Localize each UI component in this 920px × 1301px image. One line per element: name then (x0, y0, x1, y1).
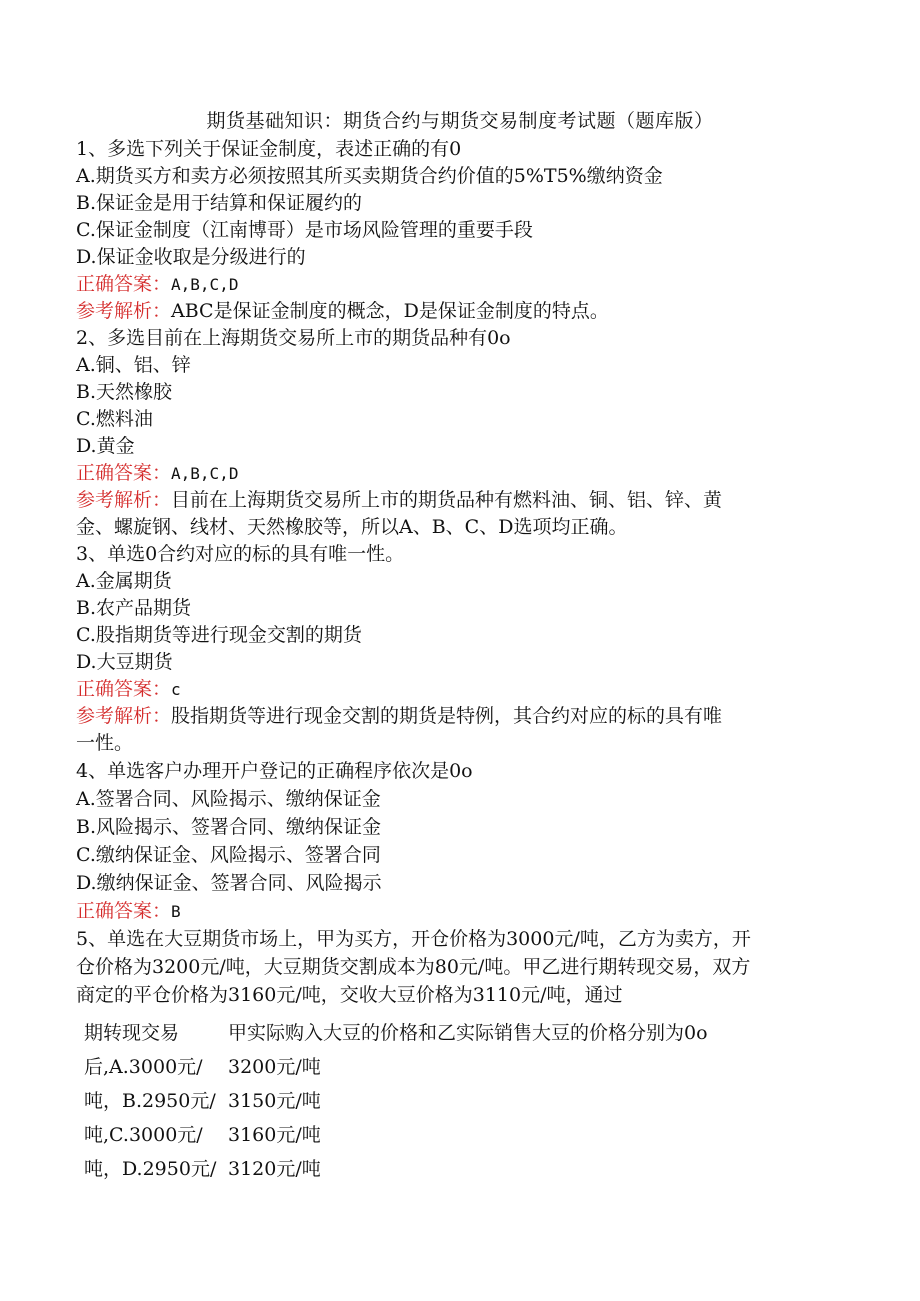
q3-stem: 3、单选0合约对应的标的具有唯一性。 (76, 543, 405, 565)
q4-stem: 4、单选客户办理开户登记的正确程序依次是0o (76, 760, 473, 782)
q5-right-value: 3160元/吨 (228, 1124, 321, 1146)
q2-explanation-cont: 金、螺旋钢、线材、天然橡胶等，所以A、B、C、D选项均正确。 (76, 516, 628, 538)
q5-left-cell: 吨，D.2950元/ (84, 1158, 217, 1180)
q1-explanation (76, 298, 609, 324)
q2-option-b: B.天然橡胶 (76, 381, 173, 403)
q2-answer (76, 460, 238, 487)
answer-label: 正确答案： (76, 900, 172, 922)
q1-answer (76, 271, 238, 298)
q1-option-d: D.保证金收取是分级进行的 (76, 246, 306, 268)
q3-explanation (76, 703, 722, 729)
q5-left-cell: 吨,C.3000元/ (84, 1124, 203, 1146)
q5-stem-line-2: 仓价格为3200元/吨，大豆期货交割成本为80元/吨。甲乙进行期转现交易，双方 (76, 956, 751, 978)
explain-label: 参考解析： (76, 705, 172, 727)
q5-options-left-column (84, 1016, 224, 1186)
q3-option-b: B.农产品期货 (76, 597, 192, 619)
explain-label: 参考解析： (76, 489, 172, 511)
q2-option-a: A.铜、铝、锌 (76, 354, 191, 376)
q5-right-header: 甲实际购入大豆的价格和乙实际销售大豆的价格分别为0o (228, 1022, 708, 1044)
explain-label: 参考解析： (76, 300, 172, 322)
q3-option-c: C.股指期货等进行现金交割的期货 (76, 624, 362, 646)
q3-option-d: D.大豆期货 (76, 651, 173, 673)
q5-stem-line-3: 商定的平仓价格为3160元/吨，交收大豆价格为3110元/吨，通过 (76, 984, 623, 1006)
q4-option-c: C.缴纳保证金、风险揭示、签署合同 (76, 844, 381, 866)
q2-explanation (76, 487, 722, 513)
answer-label: 正确答案： (76, 462, 172, 484)
q4-answer (76, 898, 181, 925)
q4-option-a: A.签署合同、风险揭示、缴纳保证金 (76, 788, 381, 810)
q5-right-value: 3200元/吨 (228, 1056, 321, 1078)
q5-right-value: 3150元/吨 (228, 1090, 321, 1112)
q4-option-d: D.缴纳保证金、签署合同、风险揭示 (76, 872, 382, 894)
q3-explanation-cont: 一性。 (76, 732, 134, 754)
q5-left-cell: 期转现交易 (84, 1022, 180, 1044)
answer-value: A,B,C,D (171, 275, 239, 294)
answer-value: B (171, 902, 181, 921)
q1-option-b: B.保证金是用于结算和保证履约的 (76, 192, 363, 214)
explain-text: ABC是保证金制度的概念，D是保证金制度的特点。 (171, 300, 609, 322)
answer-value: A,B,C,D (171, 464, 239, 483)
q5-options-right-column (228, 1016, 708, 1186)
q3-option-a: A.金属期货 (76, 570, 172, 592)
q5-left-cell: 后,A.3000元/ (84, 1056, 203, 1078)
explain-text: 目前在上海期货交易所上市的期货品种有燃料油、铜、铝、锌、黄 (171, 489, 723, 511)
q2-option-c: C.燃料油 (76, 408, 153, 430)
q5-right-value: 3120元/吨 (228, 1158, 321, 1180)
q5-stem-line-1: 5、单选在大豆期货市场上，甲为买方，开仓价格为3000元/吨，乙方为卖方，开 (76, 928, 751, 950)
document-title: 期货基础知识：期货合约与期货交易制度考试题（题库版） (206, 110, 714, 132)
q2-option-d: D.黄金 (76, 435, 135, 457)
answer-label: 正确答案： (76, 678, 172, 700)
q4-option-b: B.风险揭示、签署合同、缴纳保证金 (76, 816, 382, 838)
q2-stem: 2、多选目前在上海期货交易所上市的期货品种有0o (76, 327, 511, 349)
q1-option-c: C.保证金制度（江南博哥）是市场风险管理的重要手段 (76, 219, 533, 241)
answer-label: 正确答案： (76, 273, 172, 295)
explain-text: 股指期货等进行现金交割的期货是特例，其合约对应的标的具有唯 (171, 705, 723, 727)
answer-value: c (171, 680, 181, 699)
q1-option-a: A.期货买方和卖方必须按照其所买卖期货合约价值的5%T5%缴纳资金 (76, 165, 663, 187)
q1-stem: 1、多选下列关于保证金制度，表述正确的有0 (76, 138, 462, 160)
q3-answer (76, 676, 181, 703)
q5-left-cell: 吨，B.2950元/ (84, 1090, 216, 1112)
